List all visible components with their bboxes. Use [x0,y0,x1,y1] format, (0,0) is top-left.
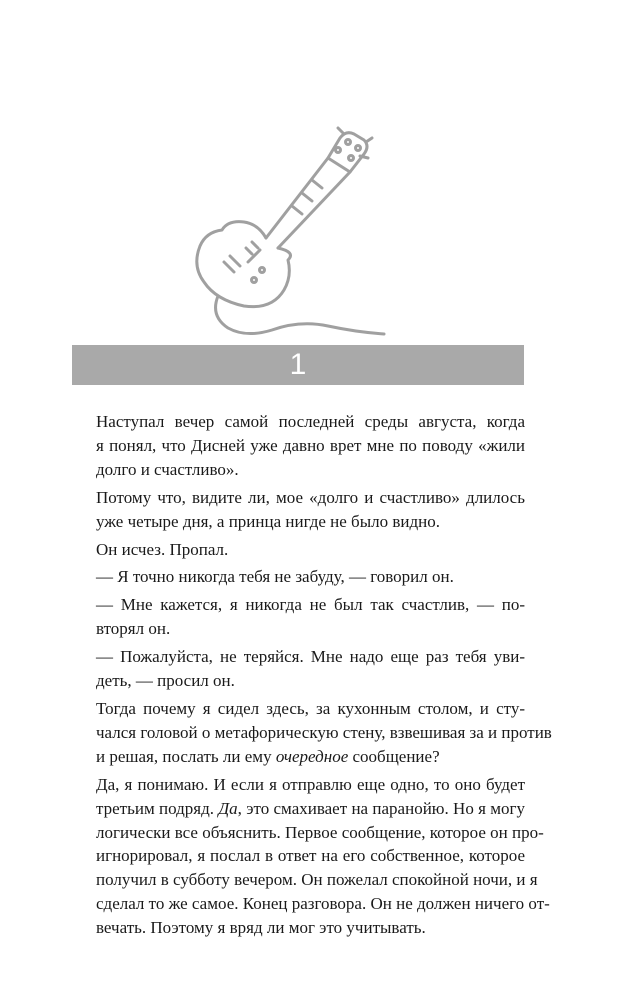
text-line: — Я точно никогда тебя не забуду, — говорил он. [96,567,454,587]
text-line: — Пожалуйста, не теряйся. Мне надо еще раз тебя уви- [96,647,525,667]
dialogue-paragraph [96,565,525,589]
paragraph [96,697,552,769]
text-fragment: сообщение? [348,746,440,766]
text-line: получил в субботу вечером. Он пожелал спокойной ночи, и я [96,870,538,890]
text-line: — Мне кажется, я никогда не был так счастлив, — по- [96,595,525,615]
paragraph [96,773,550,940]
text-line: сделал то же самое. Конец разговора. Он не должен ничего от- [96,894,550,914]
text-line [96,745,525,769]
paragraph [96,410,525,482]
text-line: Да, я понимаю. И если я отправлю еще одно, то оно будет [96,774,525,794]
chapter-number: 1 [289,348,307,381]
text-line [96,797,525,821]
text-fragment: третьим подряд. [96,798,219,818]
dialogue-paragraph [96,593,525,641]
text-line: вторял он. [96,619,171,639]
electric-guitar-icon [188,120,388,348]
paragraph [96,486,525,534]
text-line: Он исчез. Пропал. [96,539,229,559]
text-line: игнорировал, я послал в ответ на его собственное, которое [96,846,525,866]
text-line: деть, — просил он. [96,671,235,691]
emphasized-word: очередное [275,746,349,766]
text-fragment: , это смахивает на паранойю. Но я могу [237,798,525,818]
chapter-heading-band [72,345,524,385]
text-fragment: и решая, послать ли ему [96,746,276,766]
text-line: вечать. Поэтому я вряд ли мог это учитывать. [96,918,426,938]
body-text [96,410,552,940]
dialogue-paragraph [96,645,525,693]
text-line: Тогда почему я сидел здесь, за кухонным столом, и сту- [96,698,525,718]
text-line: уже четыре дня, а принца нигде не было видно. [96,511,440,531]
paragraph [96,538,525,562]
text-line: Потому что, видите ли, мое «долго и счастливо» длилось [96,487,525,507]
text-line: Наступал вечер самой последней среды августа, когда [96,412,525,431]
text-line: я понял, что Дисней уже давно врет мне по поводу «жили [96,435,525,455]
emphasized-word: Да [218,798,238,818]
text-line: чался головой о метафорическую стену, взвешивая за и против [96,722,552,742]
text-line: логически все объяснить. Первое сообщение, которое он про- [96,822,544,842]
text-line: долго и счастливо». [96,459,239,479]
